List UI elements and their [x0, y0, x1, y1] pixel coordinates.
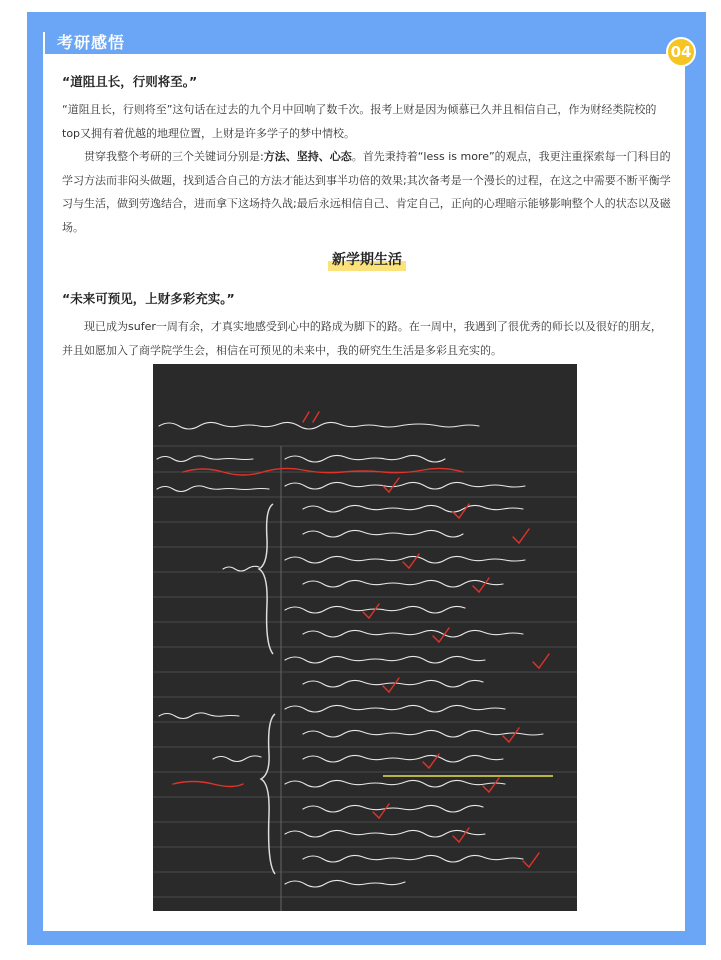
section1-paragraph-2	[62, 145, 672, 239]
section-title-new-semester: 新学期生活	[328, 249, 406, 271]
page-number-badge: 04	[666, 37, 696, 67]
para2-start: 贯穿我整个考研的三个关键词分别是:	[84, 150, 264, 163]
section2-paragraph-1: 现已成为sufer一周有余，才真实地感受到心中的路成为脚下的路。在一周中，我遇到了很优秀的师长以及很好的朋友，并且如愿加入了商学院学生会，相信在可预见的未来中，我的研究生生活是多彩且充实的。	[62, 320, 662, 357]
section1-paragraph-1: “道阻且长，行则将至”这句话在过去的九个月中回响了数千次。报考上财是因为倾慕已久并且相信自己，作为财经类院校的top又拥有着优越的地理位置，上财是许多学子的梦中情校。	[62, 103, 657, 140]
section2-quote: “未来可预见，上财多彩充实。”	[62, 291, 235, 306]
handwritten-notebook-photo	[153, 364, 577, 911]
section1-quote: “道阻且长，行则将至。”	[62, 74, 198, 89]
page-title: 考研感悟	[57, 33, 126, 52]
para2-keywords: 方法、坚持、心态	[263, 150, 352, 163]
section-heading-wrap	[62, 249, 672, 275]
notebook-drawing	[153, 364, 577, 911]
para2-end: 。首先秉持着“less is more”的观点，我更注重探索每一门科目的学习方法而非闷头做题，找到适合自己的方法才能达到事半功倍的效果;其次备考是一个漫长的过程，在这之中需要不断平衡学习与生活，做到劳逸结合，进而拿下这场持久战;最后永远相信自己、肯定自己，正向的心理暗示能够影响整个人的状态以及磁场。	[62, 150, 671, 234]
header-accent-bar	[43, 32, 45, 54]
article-body	[62, 70, 672, 362]
ruled-lines	[153, 446, 577, 897]
